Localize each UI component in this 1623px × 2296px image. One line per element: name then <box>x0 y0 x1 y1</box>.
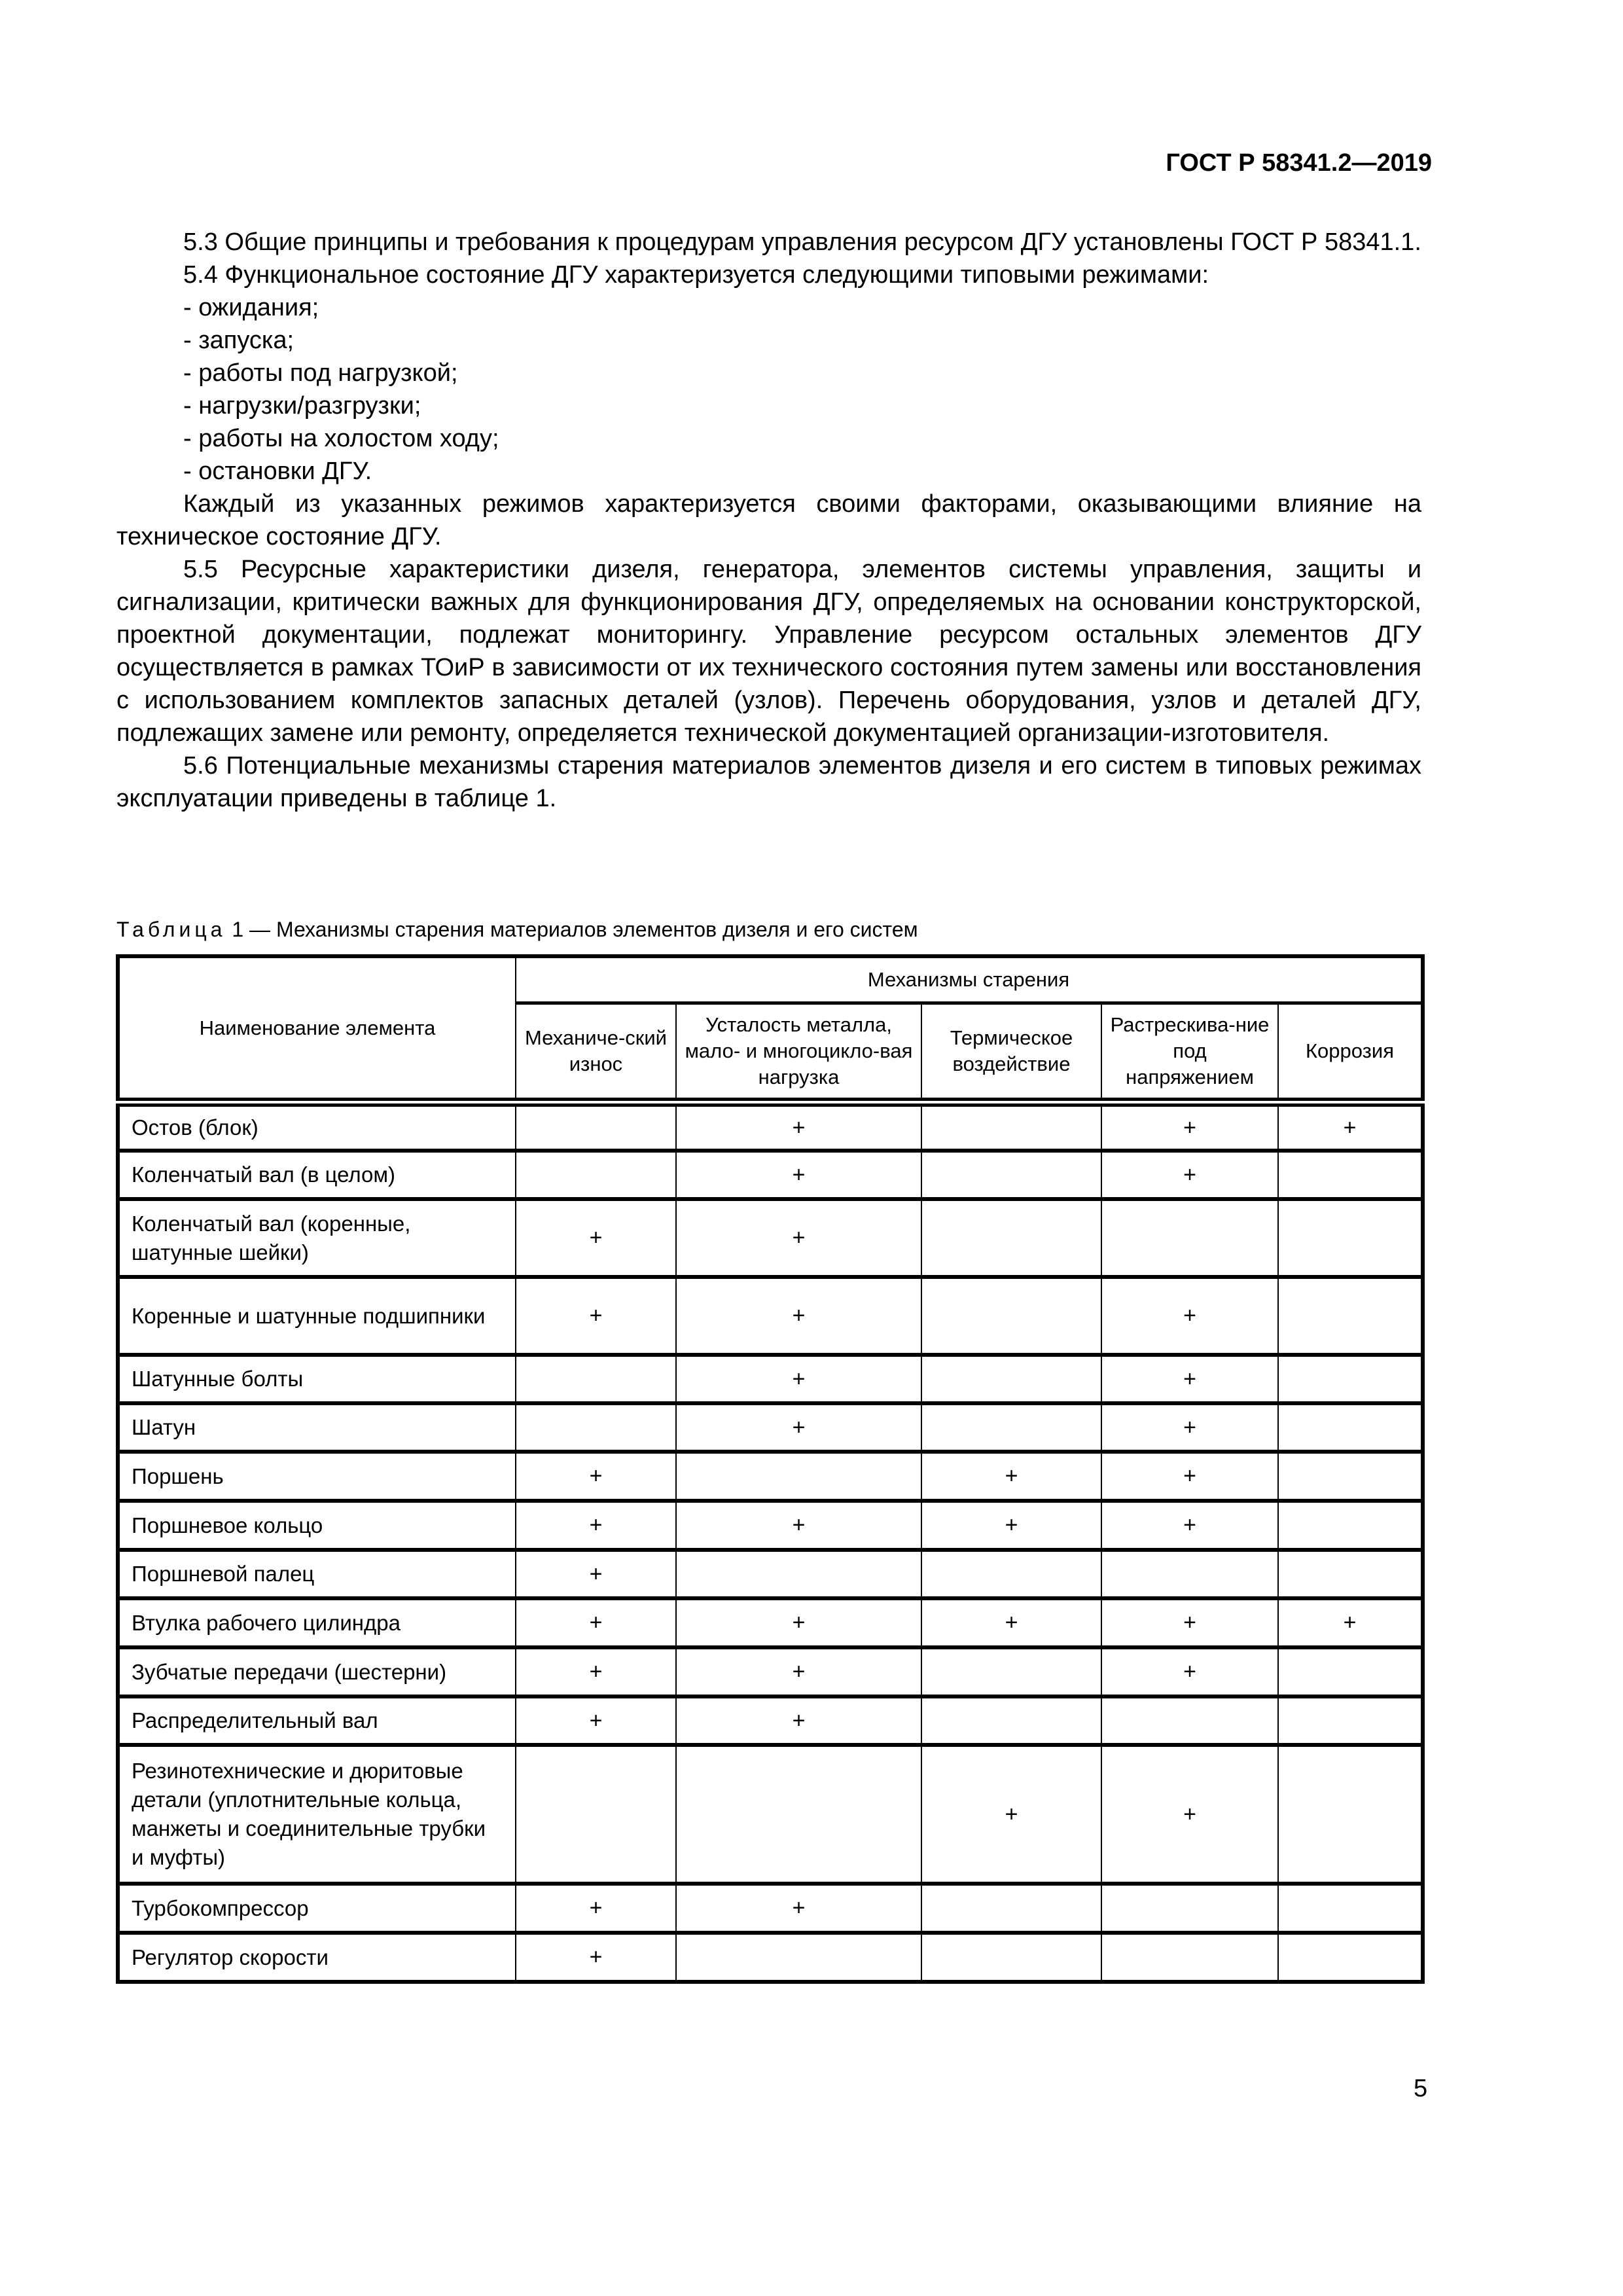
mechanism-mark-cell: + <box>516 1501 676 1550</box>
table-caption-title: 1 — Механизмы старения материалов элементов дизеля и его систем <box>226 918 918 941</box>
mechanism-mark-cell <box>1278 1151 1423 1199</box>
mechanism-mark-cell <box>1101 1884 1278 1933</box>
mechanism-mark-cell: + <box>676 1151 921 1199</box>
mechanism-mark-cell <box>921 1403 1101 1452</box>
table-caption <box>116 918 918 942</box>
mechanism-mark-cell <box>516 1355 676 1403</box>
mechanism-mark-cell <box>921 1102 1101 1151</box>
mechanism-mark-cell: + <box>1101 1277 1278 1355</box>
paragraph-5-4: 5.4 Функциональное состояние ДГУ характеризуется следующими типовыми режимами: <box>183 261 1209 289</box>
mechanism-mark-cell <box>676 1933 921 1982</box>
mechanism-mark-cell: + <box>676 1277 921 1355</box>
mechanism-mark-cell: + <box>1101 1403 1278 1452</box>
element-name-cell: Зубчатые передачи (шестерни) <box>118 1647 516 1696</box>
mechanism-mark-cell <box>921 1696 1101 1745</box>
element-name-cell: Распределительный вал <box>118 1696 516 1745</box>
mechanism-mark-cell: + <box>676 1598 921 1647</box>
mechanism-mark-cell: + <box>516 1277 676 1355</box>
mechanism-mark-cell <box>1278 1745 1423 1884</box>
mechanism-mark-cell <box>921 1884 1101 1933</box>
table-row <box>118 1745 1423 1884</box>
mechanism-mark-cell: + <box>676 1403 921 1452</box>
table-row <box>118 1598 1423 1647</box>
mechanism-mark-cell: + <box>516 1199 676 1277</box>
mechanism-mark-cell <box>676 1745 921 1884</box>
mechanism-mark-cell <box>1278 1933 1423 1982</box>
mechanism-mark-cell <box>1101 1696 1278 1745</box>
mechanism-mark-cell <box>516 1102 676 1151</box>
mechanism-mark-cell <box>1278 1550 1423 1598</box>
paragraph-5-5: 5.5 Ресурсные характеристики дизеля, генератора, элементов системы управления, защиты и сигнализации, критически важных для функционирования ДГУ, определяемых на основании конструкторской, проектной документации, подлежат мониторингу. Управление ресурсом остальных элементов ДГУ осуществляется в рамках ТОиР в зависимости от их технического состояния путем замены или восстановления с использованием комплектов запасных деталей (узлов). Перечень оборудования, узлов и деталей ДГУ, подлежащих замене или ремонту, определяется технической документацией организации-изготовителя. <box>116 556 1421 747</box>
mechanism-mark-cell <box>1278 1452 1423 1501</box>
table-row <box>118 1151 1423 1199</box>
mechanism-mark-cell: + <box>921 1745 1101 1884</box>
mechanism-mark-cell <box>1278 1501 1423 1550</box>
table-row <box>118 1355 1423 1403</box>
mechanism-mark-cell: + <box>516 1933 676 1982</box>
mechanism-mark-cell: + <box>676 1501 921 1550</box>
mechanism-mark-cell: + <box>676 1199 921 1277</box>
column-header-element-name: Наименование элемента <box>118 956 516 1102</box>
document-code-header: ГОСТ Р 58341.2—2019 <box>1166 149 1432 177</box>
mechanism-mark-cell <box>516 1151 676 1199</box>
mechanism-mark-cell: + <box>516 1884 676 1933</box>
mechanism-mark-cell <box>516 1745 676 1884</box>
mechanism-mark-cell <box>1101 1933 1278 1982</box>
column-header-thermal-effect: Термическое воздействие <box>921 1003 1101 1103</box>
element-name-cell: Резинотехнические и дюритовые детали (уплотнительные кольца, манжеты и соединительные трубки и муфты) <box>118 1745 516 1884</box>
mechanism-mark-cell <box>921 1647 1101 1696</box>
table-row <box>118 1452 1423 1501</box>
mechanism-mark-cell: + <box>1101 1151 1278 1199</box>
mechanism-mark-cell: + <box>1278 1598 1423 1647</box>
mechanism-mark-cell: + <box>1278 1102 1423 1151</box>
mechanism-mark-cell: + <box>921 1598 1101 1647</box>
element-name-cell: Турбокомпрессор <box>118 1884 516 1933</box>
mechanism-mark-cell <box>921 1550 1101 1598</box>
mechanism-mark-cell: + <box>921 1501 1101 1550</box>
mechanism-mark-cell <box>1278 1403 1423 1452</box>
mechanism-mark-cell <box>921 1933 1101 1982</box>
mechanism-mark-cell <box>676 1452 921 1501</box>
mechanism-mark-cell <box>921 1277 1101 1355</box>
mechanism-mark-cell <box>1278 1199 1423 1277</box>
paragraph-5-4-tail: Каждый из указанных режимов характеризуется своими факторами, оказывающими влияние на техническое состояние ДГУ. <box>116 490 1421 550</box>
mechanism-mark-cell: + <box>1101 1355 1278 1403</box>
element-name-cell: Поршневой палец <box>118 1550 516 1598</box>
element-name-cell: Втулка рабочего цилиндра <box>118 1598 516 1647</box>
table-row <box>118 1403 1423 1452</box>
element-name-cell: Поршневое кольцо <box>118 1501 516 1550</box>
table-row <box>118 1550 1423 1598</box>
mechanism-mark-cell: + <box>516 1696 676 1745</box>
mechanism-mark-cell: + <box>1101 1647 1278 1696</box>
mechanism-mark-cell <box>921 1355 1101 1403</box>
table-body <box>118 1102 1423 1982</box>
mechanism-mark-cell: + <box>1101 1598 1278 1647</box>
mechanism-mark-cell <box>1278 1884 1423 1933</box>
column-header-mechanical-wear: Механиче-ский износ <box>516 1003 676 1103</box>
mechanism-mark-cell <box>1101 1199 1278 1277</box>
group-header-aging-mechanisms: Механизмы старения <box>516 956 1423 1003</box>
table-row <box>118 1102 1423 1151</box>
table-caption-label: Таблица <box>116 918 226 941</box>
element-name-cell: Поршень <box>118 1452 516 1501</box>
mechanism-mark-cell <box>1278 1696 1423 1745</box>
mechanism-mark-cell <box>516 1403 676 1452</box>
element-name-cell: Коленчатый вал (в целом) <box>118 1151 516 1199</box>
element-name-cell: Коренные и шатунные подшипники <box>118 1277 516 1355</box>
page-number: 5 <box>1414 2075 1428 2102</box>
mechanism-mark-cell: + <box>1101 1102 1278 1151</box>
mechanism-mark-cell: + <box>676 1355 921 1403</box>
mode-list-item: - работы на холостом ходу; <box>183 425 499 452</box>
mechanism-mark-cell: + <box>516 1647 676 1696</box>
table-row <box>118 1277 1423 1355</box>
element-name-cell: Коленчатый вал (коренные, шатунные шейки) <box>118 1199 516 1277</box>
mechanism-mark-cell: + <box>921 1452 1101 1501</box>
mechanism-mark-cell <box>1101 1550 1278 1598</box>
element-name-cell: Шатун <box>118 1403 516 1452</box>
mechanism-mark-cell <box>921 1151 1101 1199</box>
mechanism-mark-cell: + <box>1101 1501 1278 1550</box>
element-name-cell: Остов (блок) <box>118 1102 516 1151</box>
table-row <box>118 1501 1423 1550</box>
body-text <box>116 226 1421 815</box>
mechanism-mark-cell: + <box>516 1452 676 1501</box>
table-row <box>118 1199 1423 1277</box>
paragraph-5-6: 5.6 Потенциальные механизмы старения материалов элементов дизеля и его систем в типовых режимах эксплуатации приведены в таблице 1. <box>116 752 1421 812</box>
table-row <box>118 1696 1423 1745</box>
column-header-corrosion: Коррозия <box>1278 1003 1423 1103</box>
mechanism-mark-cell <box>676 1550 921 1598</box>
mechanism-mark-cell <box>921 1199 1101 1277</box>
mechanism-mark-cell: + <box>676 1696 921 1745</box>
table-row <box>118 1647 1423 1696</box>
element-name-cell: Шатунные болты <box>118 1355 516 1403</box>
mechanism-mark-cell: + <box>676 1647 921 1696</box>
mode-list-item: - ожидания; <box>183 294 319 321</box>
aging-mechanisms-table <box>116 954 1425 1984</box>
mechanism-mark-cell: + <box>676 1102 921 1151</box>
mode-list-item: - работы под нагрузкой; <box>183 359 458 387</box>
mechanism-mark-cell: + <box>516 1598 676 1647</box>
column-header-stress-cracking: Растрескива-ние под напряжением <box>1101 1003 1278 1103</box>
paragraph-5-3: 5.3 Общие принципы и требования к процедурам управления ресурсом ДГУ установлены ГОСТ Р 58341.1. <box>183 228 1421 256</box>
mechanism-mark-cell <box>1278 1277 1423 1355</box>
table-row <box>118 1933 1423 1982</box>
mechanism-mark-cell: + <box>516 1550 676 1598</box>
mechanism-mark-cell: + <box>676 1884 921 1933</box>
element-name-cell: Регулятор скорости <box>118 1933 516 1982</box>
mode-list-item: - запуска; <box>183 327 294 354</box>
mode-list-item: - нагрузки/разгрузки; <box>183 392 421 420</box>
table-row <box>118 1884 1423 1933</box>
mechanism-mark-cell <box>1278 1355 1423 1403</box>
mode-list-item: - остановки ДГУ. <box>183 457 372 485</box>
mechanism-mark-cell: + <box>1101 1745 1278 1884</box>
mechanism-mark-cell: + <box>1101 1452 1278 1501</box>
mechanism-mark-cell <box>1278 1647 1423 1696</box>
column-header-metal-fatigue: Усталость металла, мало- и многоцикло-вая нагрузка <box>676 1003 921 1103</box>
